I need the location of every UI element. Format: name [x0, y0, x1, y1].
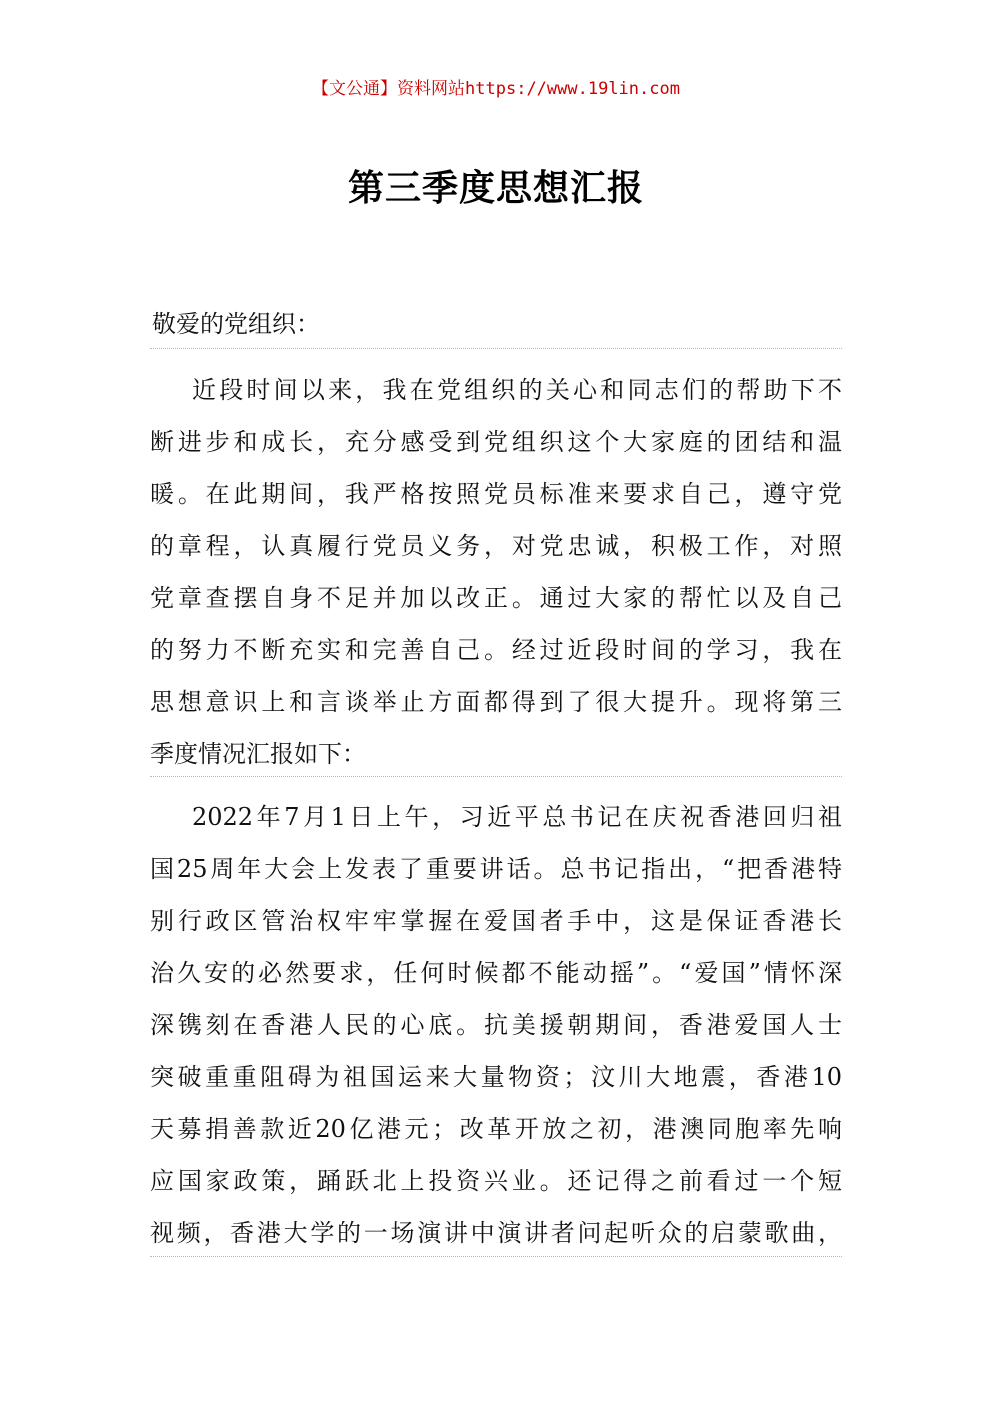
document-title: 第三季度思想汇报 [347, 167, 644, 209]
paragraph-line: 别行政区管治权牢牢掌握在爱国者手中，这是保证香港长 [150, 907, 842, 935]
paragraph-divider [150, 348, 842, 349]
paragraph-line: 断进步和成长，充分感受到党组织这个大家庭的团结和温 [150, 428, 842, 456]
paragraph-line: 天募捐善款近20亿港元；改革开放之初，港澳同胞率先响 [150, 1115, 842, 1143]
paragraph-line: 应国家政策，踊跃北上投资兴业。还记得之前看过一个短 [150, 1167, 842, 1195]
paragraph-line: 国25周年大会上发表了重要讲话。总书记指出，“把香港特 [150, 855, 842, 883]
paragraph-line: 暖。在此期间，我严格按照党员标准来要求自己，遵守党 [150, 480, 842, 508]
paragraph-line: 的章程，认真履行党员义务，对党忠诚，积极工作，对照 [150, 532, 842, 560]
paragraph-line: 季度情况汇报如下： [150, 740, 366, 768]
paragraph-divider [150, 776, 842, 777]
paragraph-line: 的努力不断充实和完善自己。经过近段时间的学习，我在 [150, 636, 842, 664]
site-header-link: 【文公通】资料网站https://www.19lin.com [312, 79, 680, 99]
paragraph-line: 深镌刻在香港人民的心底。抗美援朝期间，香港爱国人士 [150, 1011, 842, 1039]
paragraph-line: 治久安的必然要求，任何时候都不能动摇”。“爱国”情怀深 [150, 959, 842, 987]
salutation: 敬爱的党组织： [152, 310, 320, 338]
paragraph-line: 党章查摆自身不足并加以改正。通过大家的帮忙以及自己 [150, 584, 842, 612]
paragraph-line: 2022年7月1日上午，习近平总书记在庆祝香港回归祖 [192, 803, 842, 831]
paragraph-hong-kong [150, 791, 842, 1259]
paragraph-line: 思想意识上和言谈举止方面都得到了很大提升。现将第三 [150, 688, 842, 716]
paragraph-line: 视频，香港大学的一场演讲中演讲者问起听众的启蒙歌曲， [150, 1219, 842, 1247]
paragraph-intro [150, 364, 842, 780]
paragraph-line: 突破重重阻碍为祖国运来大量物资；汶川大地震，香港10 [150, 1063, 842, 1091]
paragraph-divider [150, 1256, 842, 1257]
paragraph-line: 近段时间以来，我在党组织的关心和同志们的帮助下不 [192, 376, 842, 404]
